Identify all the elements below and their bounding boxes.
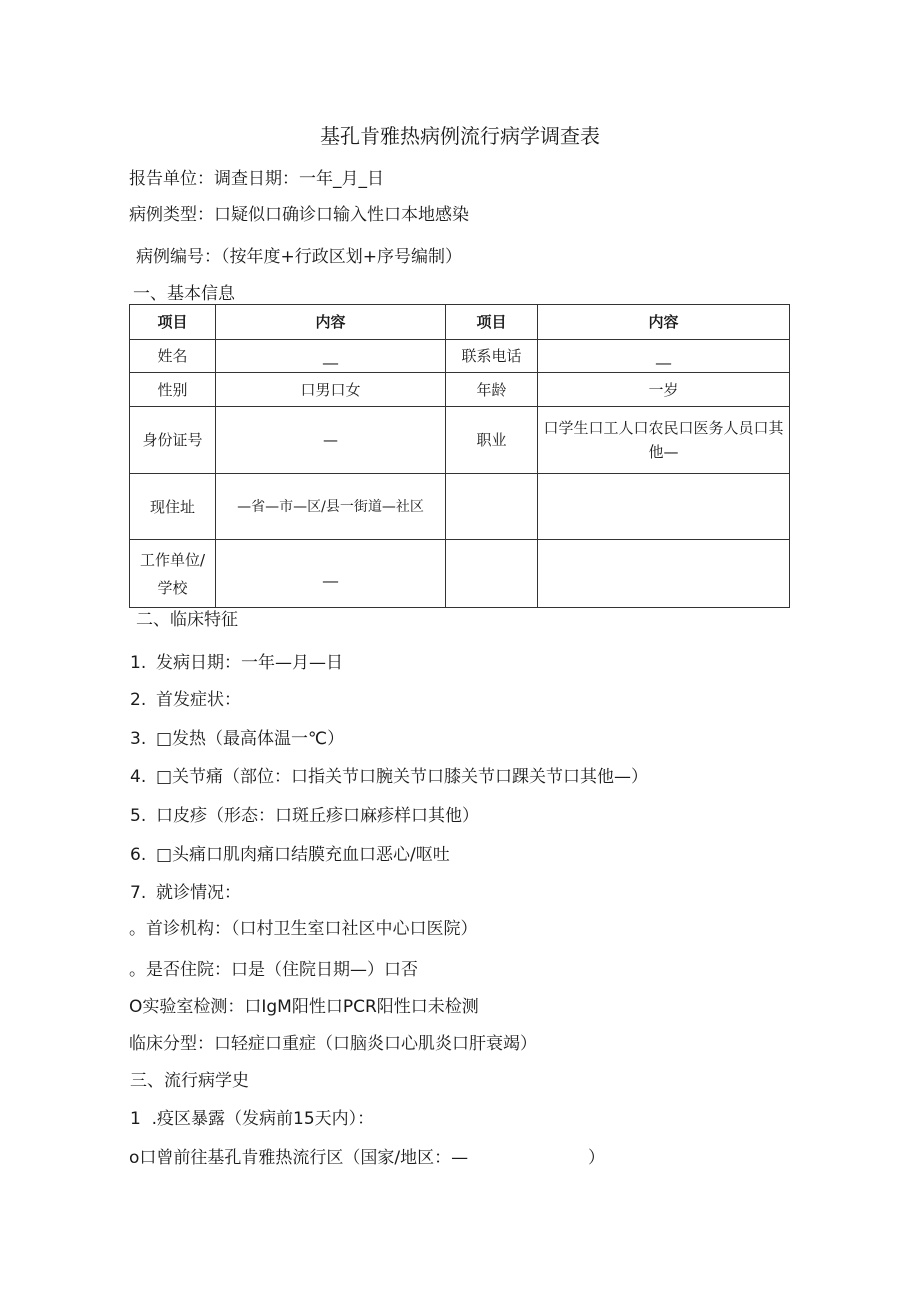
- item-number: 2.: [130, 690, 147, 710]
- address-field[interactable]: —省—市—区/县一街道—社区: [216, 474, 446, 540]
- row-label-occupation: 职业: [446, 407, 538, 474]
- visit-status-text: 就诊情况：: [156, 883, 241, 903]
- epidemic-area-option[interactable]: o口曾前往基孔肯雅热流行区（国家/地区：—: [129, 1148, 469, 1168]
- onset-date-text: 发病日期：一年—月—日: [156, 653, 343, 673]
- table-row: [130, 407, 790, 474]
- column-header: 项目: [130, 305, 216, 340]
- basic-info-table: [129, 304, 790, 608]
- phone-field[interactable]: __: [538, 340, 790, 373]
- clinical-type-options[interactable]: 临床分型：口轻症口重症（口脑炎口心肌炎口肝衰竭）: [129, 1034, 537, 1054]
- item-number: 4.: [130, 767, 147, 787]
- empty-cell: [538, 474, 790, 540]
- row-label-age: 年龄: [446, 373, 538, 407]
- list-item: [130, 881, 241, 905]
- list-item: [130, 688, 241, 712]
- list-item: [130, 804, 479, 828]
- list-item: [130, 727, 344, 751]
- first-institution-options[interactable]: 。首诊机构：（口村卫生室口社区中心口医院）: [129, 919, 478, 939]
- age-field[interactable]: 一岁: [538, 373, 790, 407]
- lab-test-options[interactable]: O实验室检测：口IgM阳性口PCR阳性口未检测: [129, 997, 479, 1017]
- exposure-item: 1 .疫区暴露（发病前15天内）：: [130, 1109, 375, 1129]
- page-title: 基孔肯雅热病例流行病学调查表: [320, 124, 600, 148]
- column-header: 项目: [446, 305, 538, 340]
- name-field[interactable]: __: [216, 340, 446, 373]
- epidemic-area-close-paren: ）: [588, 1148, 605, 1168]
- item-number: 7.: [130, 883, 147, 903]
- list-item: [130, 765, 648, 789]
- table-header-row: [130, 305, 790, 340]
- first-symptoms-text: 首发症状：: [156, 690, 241, 710]
- workplace-field[interactable]: __: [216, 540, 446, 608]
- item-number: 1.: [130, 653, 147, 673]
- row-label-name: 姓名: [130, 340, 216, 373]
- hospitalized-options[interactable]: 。是否住院：口是（住院日期—）口否: [129, 960, 418, 980]
- list-item: [130, 843, 450, 867]
- report-unit-date-line: 报告单位：调查日期：一年_月_日: [129, 169, 384, 189]
- list-item: [130, 651, 343, 675]
- fever-option[interactable]: □发热（最高体温一℃）: [156, 729, 345, 749]
- row-label-phone: 联系电话: [446, 340, 538, 373]
- occupation-checkboxes[interactable]: 口学生口工人口农民口医务人员口其他—: [538, 407, 790, 474]
- table-row: [130, 540, 790, 608]
- empty-cell: [446, 540, 538, 608]
- table-row: [130, 474, 790, 540]
- row-label-gender: 性别: [130, 373, 216, 407]
- column-header: 内容: [216, 305, 446, 340]
- section-epidemiology-title: 三、流行病学史: [130, 1071, 249, 1091]
- table-row: [130, 373, 790, 407]
- other-symptoms-options[interactable]: □头痛口肌肉痛口结膜充血口恶心/呕吐: [156, 845, 450, 865]
- id-number-field[interactable]: —: [216, 407, 446, 474]
- empty-cell: [446, 474, 538, 540]
- gender-checkboxes[interactable]: 口男口女: [216, 373, 446, 407]
- case-type-line: 病例类型：口疑似口确诊口输入性口本地感染: [129, 205, 469, 225]
- joint-pain-option[interactable]: □关节痛（部位：口指关节口腕关节口膝关节口踝关节口其他—）: [156, 767, 649, 787]
- row-label-id-number: 身份证号: [130, 407, 216, 474]
- case-number-line: 病例编号：（按年度+行政区划+序号编制）: [136, 247, 462, 267]
- item-number: 5.: [130, 806, 147, 826]
- row-label-workplace: 工作单位/学校: [130, 540, 216, 608]
- empty-cell: [538, 540, 790, 608]
- column-header: 内容: [538, 305, 790, 340]
- rash-option[interactable]: 口皮疹（形态：口斑丘疹口麻疹样口其他）: [156, 806, 479, 826]
- table-row: [130, 340, 790, 373]
- row-label-address: 现住址: [130, 474, 216, 540]
- item-number: 6.: [130, 845, 147, 865]
- section-basic-info-title: 一、基本信息: [133, 284, 235, 304]
- item-number: 3.: [130, 729, 147, 749]
- section-clinical-title: 二、临床特征: [136, 610, 238, 630]
